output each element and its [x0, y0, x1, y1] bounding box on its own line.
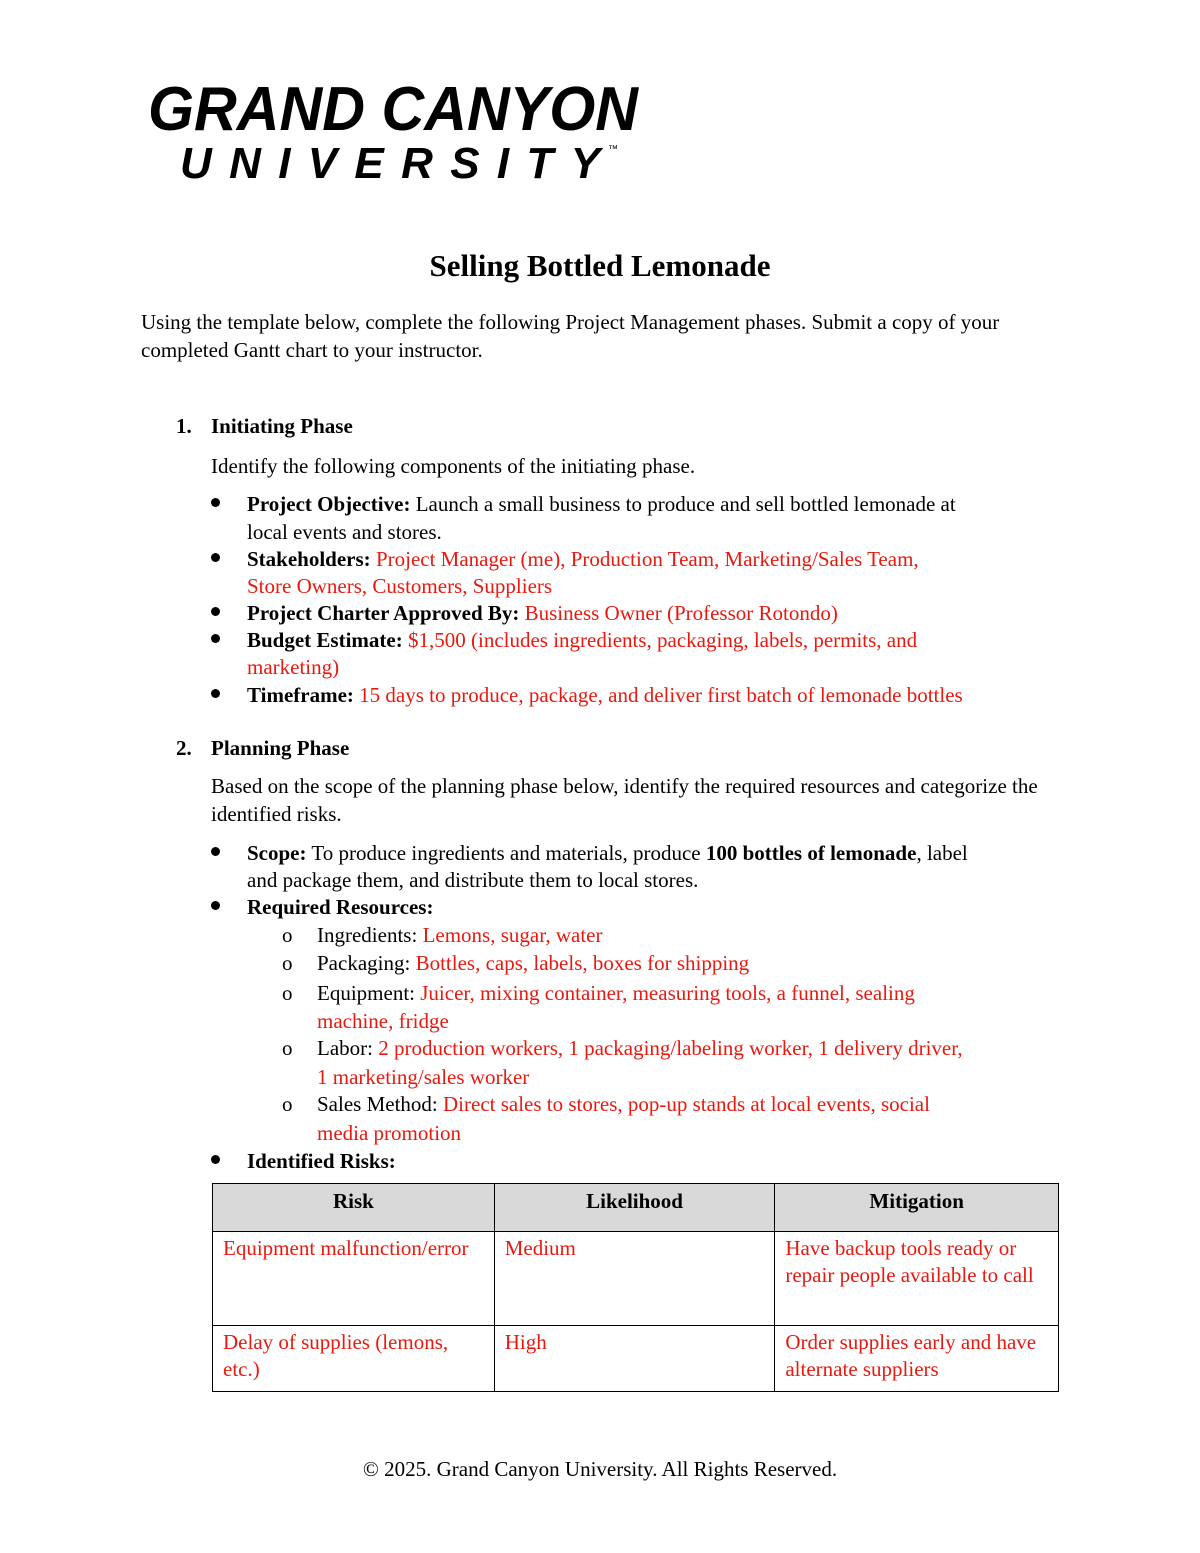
circle-bullet: o [282, 1092, 293, 1116]
risk-cell: Equipment malfunction/error [213, 1232, 495, 1326]
bullet-dot [211, 553, 220, 562]
resources-label: Required Resources: [247, 895, 434, 919]
bullet-dot [211, 901, 220, 910]
circle-bullet: o [282, 1036, 293, 1060]
header-mitigation: Mitigation [775, 1184, 1059, 1232]
circle-bullet: o [282, 951, 293, 975]
stakeholders-line-1: Stakeholders: Project Manager (me), Production Team, Marketing/Sales Team, [247, 547, 919, 571]
planning-heading: 2. Planning Phase [176, 736, 350, 760]
table-header-row [213, 1184, 1059, 1232]
bullet-dot [211, 634, 220, 643]
logo-tm: ™ [608, 144, 618, 155]
likelihood-cell: Medium [494, 1232, 775, 1326]
packaging-line: Packaging: Bottles, caps, labels, boxes for shipping [317, 951, 750, 975]
footer-copyright: © 2025. Grand Canyon University. All Rights Reserved. [362, 1457, 838, 1481]
stakeholders-line-2: Store Owners, Customers, Suppliers [247, 574, 553, 598]
bullet-dot [211, 607, 220, 616]
header-risk: Risk [213, 1184, 495, 1232]
logo-line1: GRAND CANYON [148, 78, 640, 144]
intro-text: Using the template below, complete the following Project Management phases. Submit a copy of your completed Gantt chart to your instructor. [141, 310, 1000, 362]
likelihood-cell: High [494, 1326, 775, 1392]
labor-line-2: 1 marketing/sales worker [317, 1065, 530, 1089]
mitigation-cell: Have backup tools ready or repair people available to call [775, 1232, 1059, 1326]
circle-bullet: o [282, 923, 293, 947]
ingredients-line: Ingredients: Lemons, sugar, water [317, 923, 603, 947]
objective-line-2: local events and stores. [247, 520, 442, 544]
sales-line-2: media promotion [317, 1121, 462, 1145]
scope-line-2: and package them, and distribute them to local stores. [247, 868, 699, 892]
circle-bullet: o [282, 981, 293, 1005]
bullet-dot [211, 1155, 220, 1164]
risks-label: Identified Risks: [247, 1149, 396, 1173]
mitigation-cell: Order supplies early and have alternate suppliers [775, 1326, 1059, 1392]
equipment-line-1: Equipment: Juicer, mixing container, measuring tools, a funnel, sealing [317, 981, 915, 1005]
bullet-dot [211, 847, 220, 856]
table-row [213, 1232, 1059, 1326]
risk-cell: Delay of supplies (lemons, etc.) [213, 1326, 495, 1392]
equipment-line-2: machine, fridge [317, 1009, 449, 1033]
initiating-instruction: Identify the following components of the initiating phase. [211, 454, 696, 478]
objective-line-1: Project Objective: Launch a small business to produce and sell bottled lemonade at [247, 492, 956, 516]
logo-line2: UNIVERSITY [180, 139, 600, 183]
risk-table [212, 1183, 1059, 1392]
timeframe-line: Timeframe: 15 days to produce, package, and deliver first batch of lemonade bottles [247, 683, 963, 707]
bullet-dot [211, 689, 220, 698]
charter-line: Project Charter Approved By: Business Owner (Professor Rotondo) [247, 601, 838, 625]
planning-instruction: Based on the scope of the planning phase below, identify the required resources and categorize the identified risks. [211, 774, 1038, 826]
sales-line-1: Sales Method: Direct sales to stores, pop-up stands at local events, social [317, 1092, 930, 1116]
gcu-logo [148, 78, 648, 183]
table-row [213, 1326, 1059, 1392]
scope-line-1: Scope: To produce ingredients and materials, produce 100 bottles of lemonade, label [247, 841, 968, 865]
header-likelihood: Likelihood [494, 1184, 775, 1232]
labor-line-1: Labor: 2 production workers, 1 packaging/labeling worker, 1 delivery driver, [317, 1036, 963, 1060]
bullet-dot [211, 498, 220, 507]
initiating-heading: 1. Initiating Phase [176, 414, 353, 438]
budget-line-1: Budget Estimate: $1,500 (includes ingredients, packaging, labels, permits, and [247, 628, 918, 652]
page-title: Selling Bottled Lemonade [429, 248, 771, 283]
budget-line-2: marketing) [247, 655, 340, 679]
